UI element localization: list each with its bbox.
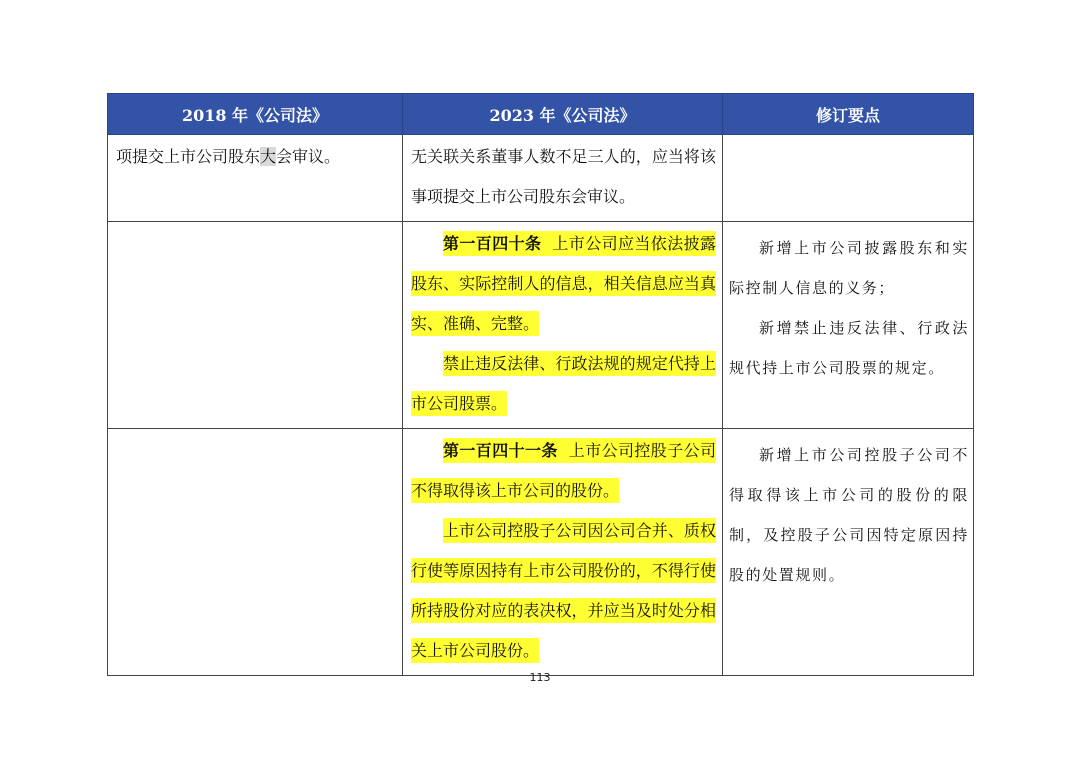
row3-2018-text <box>108 429 402 435</box>
article-141-title: 第一百四十一条 <box>443 441 558 460</box>
article-140-text-1: 上市公司应当依法披露股东、实际控制人的信息，相关信息应当真实、准确、完整。 <box>411 234 716 333</box>
table-header-row <box>108 94 974 135</box>
row1-2023-cell <box>403 135 723 222</box>
row1-2018-cell <box>108 135 403 222</box>
article-140-text-2: 禁止违反法律、行政法规的规定代持上市公司股票。 <box>411 351 716 416</box>
row2-2018-cell <box>108 222 403 429</box>
row3-revision-text <box>723 429 973 599</box>
row3-2023-cell <box>403 429 723 676</box>
article-141-text-2: 上市公司控股子公司因公司合并、质权行使等原因持有上市公司股份的，不得行使所持股份对应的表决权，并应当及时处分相关上市公司股份。 <box>411 518 716 663</box>
article-141-paragraph-2 <box>411 511 716 671</box>
row3-2018-cell <box>108 429 403 676</box>
row1-2023-text: 无关联关系董事人数不足三人的，应当将该事项提交上市公司股东会审议。 <box>411 147 716 206</box>
article-141-text-1: 上市公司控股子公司不得取得该上市公司的股份。 <box>411 441 716 500</box>
table-row <box>108 429 974 676</box>
comparison-table <box>107 93 974 676</box>
row2-revision-point-1: 新增上市公司披露股东和实际控制人信息的义务； <box>729 239 969 297</box>
row1-2018-text <box>108 135 402 181</box>
header-2023-law: 2023 年《公司法》 <box>403 94 723 135</box>
table-row <box>108 135 974 222</box>
row2-revision-text <box>723 222 973 392</box>
row2-2023-text <box>403 222 722 428</box>
row3-revision-point-1: 新增上市公司控股子公司不得取得该上市公司的股份的限制，及控股子公司因特定原因持股的处置规则。 <box>729 446 969 584</box>
article-140-paragraph-1 <box>411 224 716 344</box>
row1-2018-text-part2: 会审议。 <box>276 147 341 166</box>
header-revision-points: 修订要点 <box>723 94 974 135</box>
article-140-paragraph-2 <box>411 344 716 424</box>
row1-revision-cell <box>723 135 974 222</box>
article-140-title: 第一百四十条 <box>443 234 542 253</box>
header-2018-law: 2018 年《公司法》 <box>108 94 403 135</box>
row2-2018-text <box>108 222 402 228</box>
page-number: 113 <box>529 671 551 684</box>
row3-2023-text <box>403 429 722 675</box>
row1-2018-text-part1: 项提交上市公司股东 <box>116 147 261 166</box>
table-row <box>108 222 974 429</box>
row2-2023-cell <box>403 222 723 429</box>
row1-2018-gray-char: 大 <box>260 147 277 166</box>
article-141-paragraph-1 <box>411 431 716 511</box>
row2-revision-point-2: 新增禁止违反法律、行政法规代持上市公司股票的规定。 <box>729 319 969 377</box>
row2-revision-cell <box>723 222 974 429</box>
row1-revision-text <box>723 135 973 141</box>
row3-revision-cell <box>723 429 974 676</box>
